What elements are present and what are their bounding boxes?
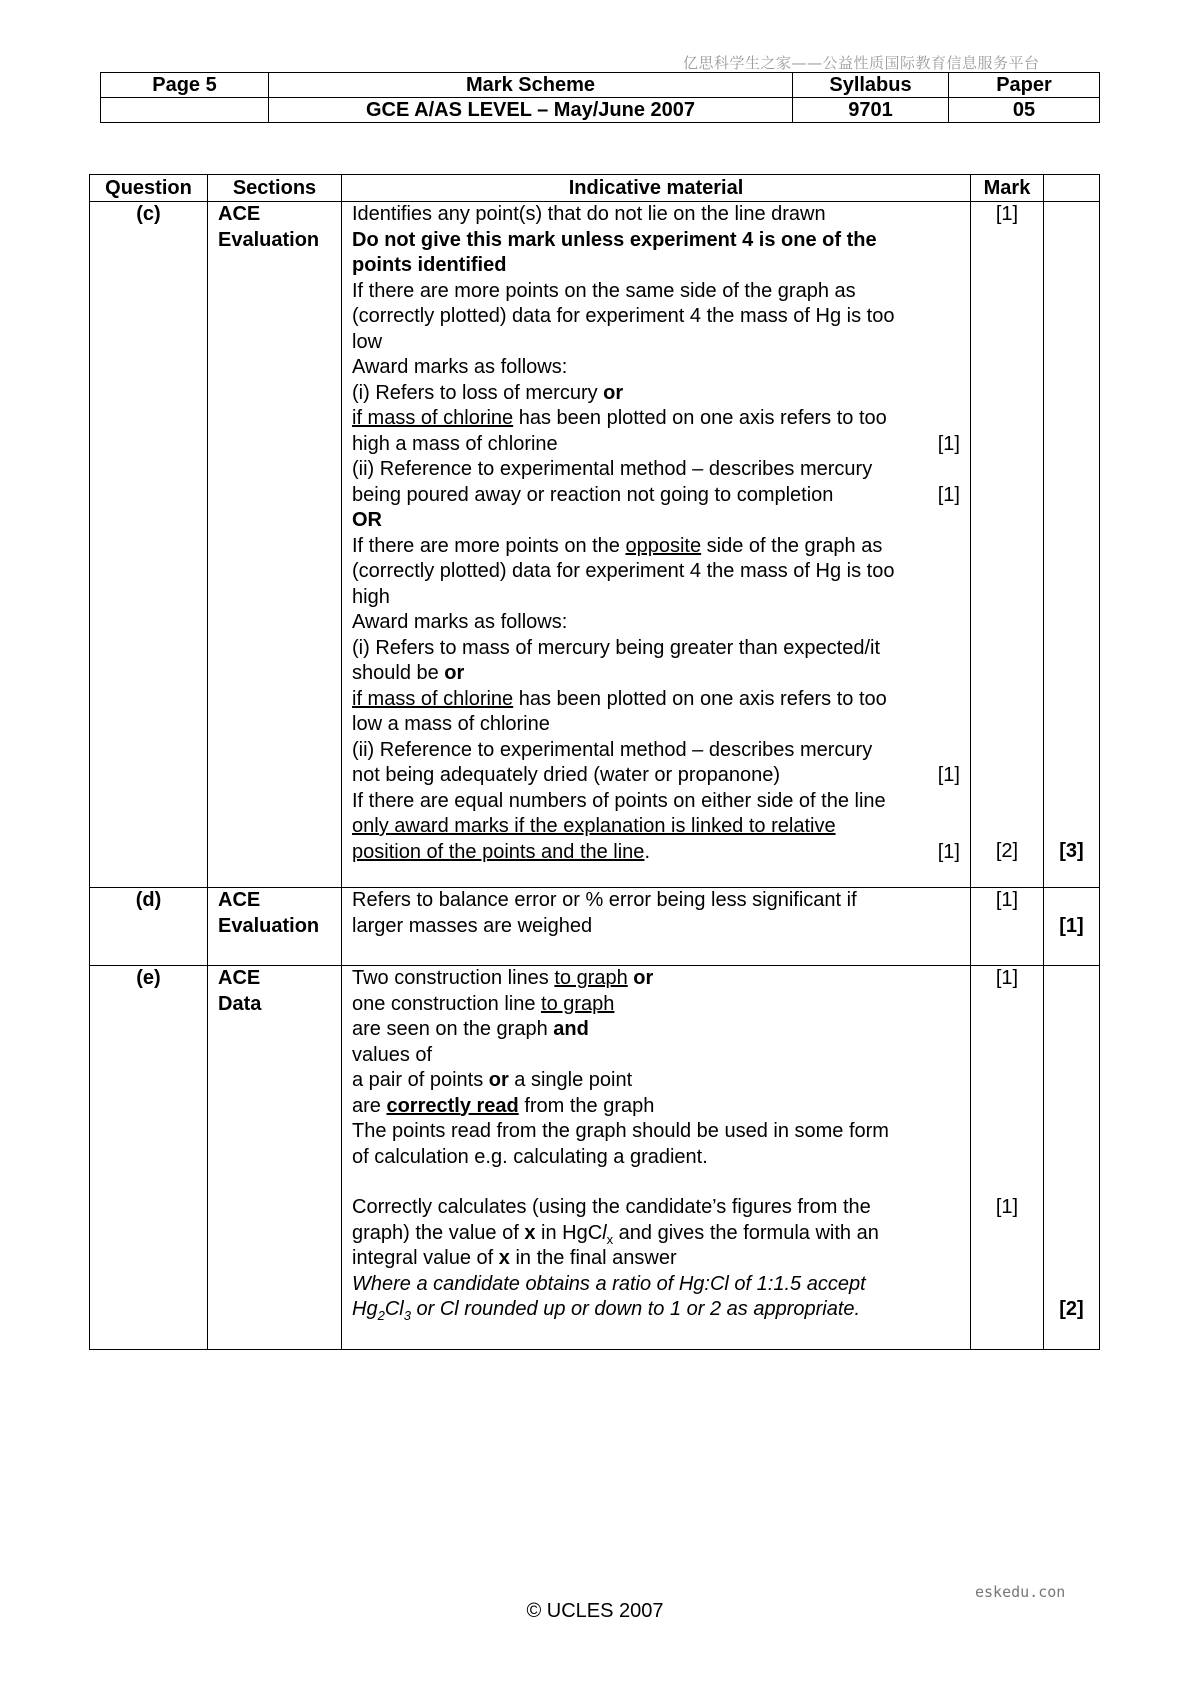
section-line: Evaluation: [218, 228, 320, 251]
total-cell: [1044, 888, 1100, 966]
mark-value: [1]: [995, 889, 1019, 911]
col-mark: Mark: [971, 175, 1044, 202]
mark-value: [1]: [995, 1196, 1019, 1218]
watermark-bottom: eskedu.con: [975, 1583, 1066, 1601]
text-line: If there are more points on the same side of the graph as: [352, 279, 856, 302]
text-line: position of the points and the line. [1]: [352, 840, 960, 866]
paper-number: 05: [949, 98, 1100, 123]
col-material: Indicative material: [342, 175, 971, 202]
watermark-top: 亿思科学生之家——公益性质国际教育信息服务平台: [683, 54, 1040, 72]
total-cell: [1044, 966, 1100, 1350]
text-line: being poured away or reaction not going to completion [1]: [352, 483, 960, 509]
text-line: graph) the value of x in HgCl$_x$ and gives the formula with an: [352, 1221, 879, 1247]
exam-name: GCE A/AS LEVEL – May/June 2007: [269, 98, 793, 123]
text-line: (ii) Reference to experimental method – describes mercury: [352, 738, 873, 761]
column-header-row: [90, 175, 1100, 202]
mark-cell: [971, 966, 1044, 1350]
text-line: (correctly plotted) data for experiment 4 the mass of Hg is too: [352, 305, 895, 327]
text-line: only award marks if the explanation is linked to relative: [352, 815, 836, 837]
section-line: ACE: [218, 967, 261, 989]
table-row-c: [90, 202, 1100, 888]
text-line: if mass of chlorine has been plotted on one axis refers to too: [352, 407, 887, 429]
text-line: high a mass of chlorine [1]: [352, 432, 960, 458]
text-line: OR: [352, 509, 382, 531]
section-line: Evaluation: [218, 914, 320, 937]
text-line: should be or: [352, 662, 465, 684]
page-number: Page 5: [101, 73, 269, 98]
text-line: low: [352, 330, 383, 353]
total-spacer: [1044, 888, 1099, 914]
table-row-d: [90, 888, 1100, 966]
section-line: ACE: [218, 203, 261, 225]
text-line: (i) Refers to mass of mercury being greater than expected/it: [352, 636, 881, 659]
indicative-material: [342, 202, 971, 888]
text-line: (i) Refers to loss of mercury or: [352, 381, 624, 404]
indicative-material: [342, 888, 971, 966]
text-line: If there are equal numbers of points on either side of the line: [352, 789, 886, 812]
mark-value: [2]: [995, 840, 1019, 862]
total-mark: [1]: [1059, 914, 1084, 937]
document-title: Mark Scheme: [269, 73, 793, 98]
question-label: (e): [90, 966, 208, 1350]
text-line: are seen on the graph and: [352, 1018, 589, 1040]
table-row-e: [90, 966, 1100, 1350]
text-line: not being adequately dried (water or propanone) [1]: [352, 763, 960, 789]
header-table: [100, 72, 1100, 123]
paper-label: Paper: [949, 73, 1100, 98]
text-line: Two construction lines to graph or: [352, 967, 654, 989]
text-line: Award marks as follows:: [352, 611, 568, 633]
text-line: a pair of points or a single point: [352, 1069, 633, 1091]
text-line: high: [352, 585, 390, 608]
section-label: [208, 966, 342, 1350]
text-line: of calculation e.g. calculating a gradient.: [352, 1145, 708, 1168]
text-line: Correctly calculates (using the candidate’s figures from the: [352, 1196, 871, 1218]
text-line: (ii) Reference to experimental method – describes mercury: [352, 458, 873, 480]
inline-mark: [1]: [937, 764, 960, 786]
mark-value: [1]: [995, 203, 1019, 225]
mark-cell: [971, 202, 1044, 888]
text-line: Where a candidate obtains a ratio of Hg:Cl of 1:1.5 accept: [352, 1272, 866, 1295]
question-label: (c): [90, 202, 208, 888]
spacer: [352, 1170, 960, 1195]
section-line: ACE: [218, 889, 261, 911]
text-line: Do not give this mark unless experiment 4 is one of the: [352, 228, 877, 251]
text-line: (correctly plotted) data for experiment 4 the mass of Hg is too: [352, 560, 895, 582]
text-line: $Hg_2Cl_3$ or Cl rounded up or down to 1 or 2 as appropriate.: [352, 1298, 861, 1323]
total-mark: [3]: [1059, 840, 1084, 862]
text-line: Refers to balance error or % error being less significant if: [352, 889, 857, 911]
inline-mark: [1]: [937, 840, 960, 863]
inline-mark: [1]: [937, 483, 960, 506]
text-line: low a mass of chlorine: [352, 713, 550, 735]
text-line: Identifies any point(s) that do not lie on the line drawn: [352, 203, 826, 225]
text-line: integral value of x in the final answer: [352, 1247, 677, 1269]
section-label: [208, 888, 342, 966]
mark-scheme-table: [89, 174, 1100, 1350]
text-line: points identified: [352, 254, 507, 276]
text-line: larger masses are weighed: [352, 914, 593, 937]
mark-cell: [971, 888, 1044, 966]
text-line: If there are more points on the opposite side of the graph as: [352, 534, 883, 557]
footer-copyright: © UCLES 2007: [526, 1600, 664, 1622]
syllabus-code: 9701: [793, 98, 949, 123]
text-line: values of: [352, 1043, 433, 1066]
col-total: [1044, 175, 1100, 202]
indicative-material: [342, 966, 971, 1350]
text-line: Award marks as follows:: [352, 356, 568, 378]
col-question: Question: [90, 175, 208, 202]
mark-value: [1]: [995, 967, 1019, 989]
text-line: if mass of chlorine has been plotted on one axis refers to too: [352, 687, 887, 710]
text-line: one construction line to graph: [352, 992, 615, 1015]
syllabus-label: Syllabus: [793, 73, 949, 98]
total-cell: [1044, 202, 1100, 888]
total-mark: [2]: [1059, 1298, 1084, 1320]
text-line: are correctly read from the graph: [352, 1094, 655, 1117]
col-sections: Sections: [208, 175, 342, 202]
question-label: (d): [90, 888, 208, 966]
header-empty-cell: [101, 98, 269, 123]
section-label: [208, 202, 342, 888]
text-line: The points read from the graph should be used in some form: [352, 1120, 889, 1142]
section-line: Data: [218, 992, 262, 1015]
inline-mark: [1]: [937, 432, 960, 455]
